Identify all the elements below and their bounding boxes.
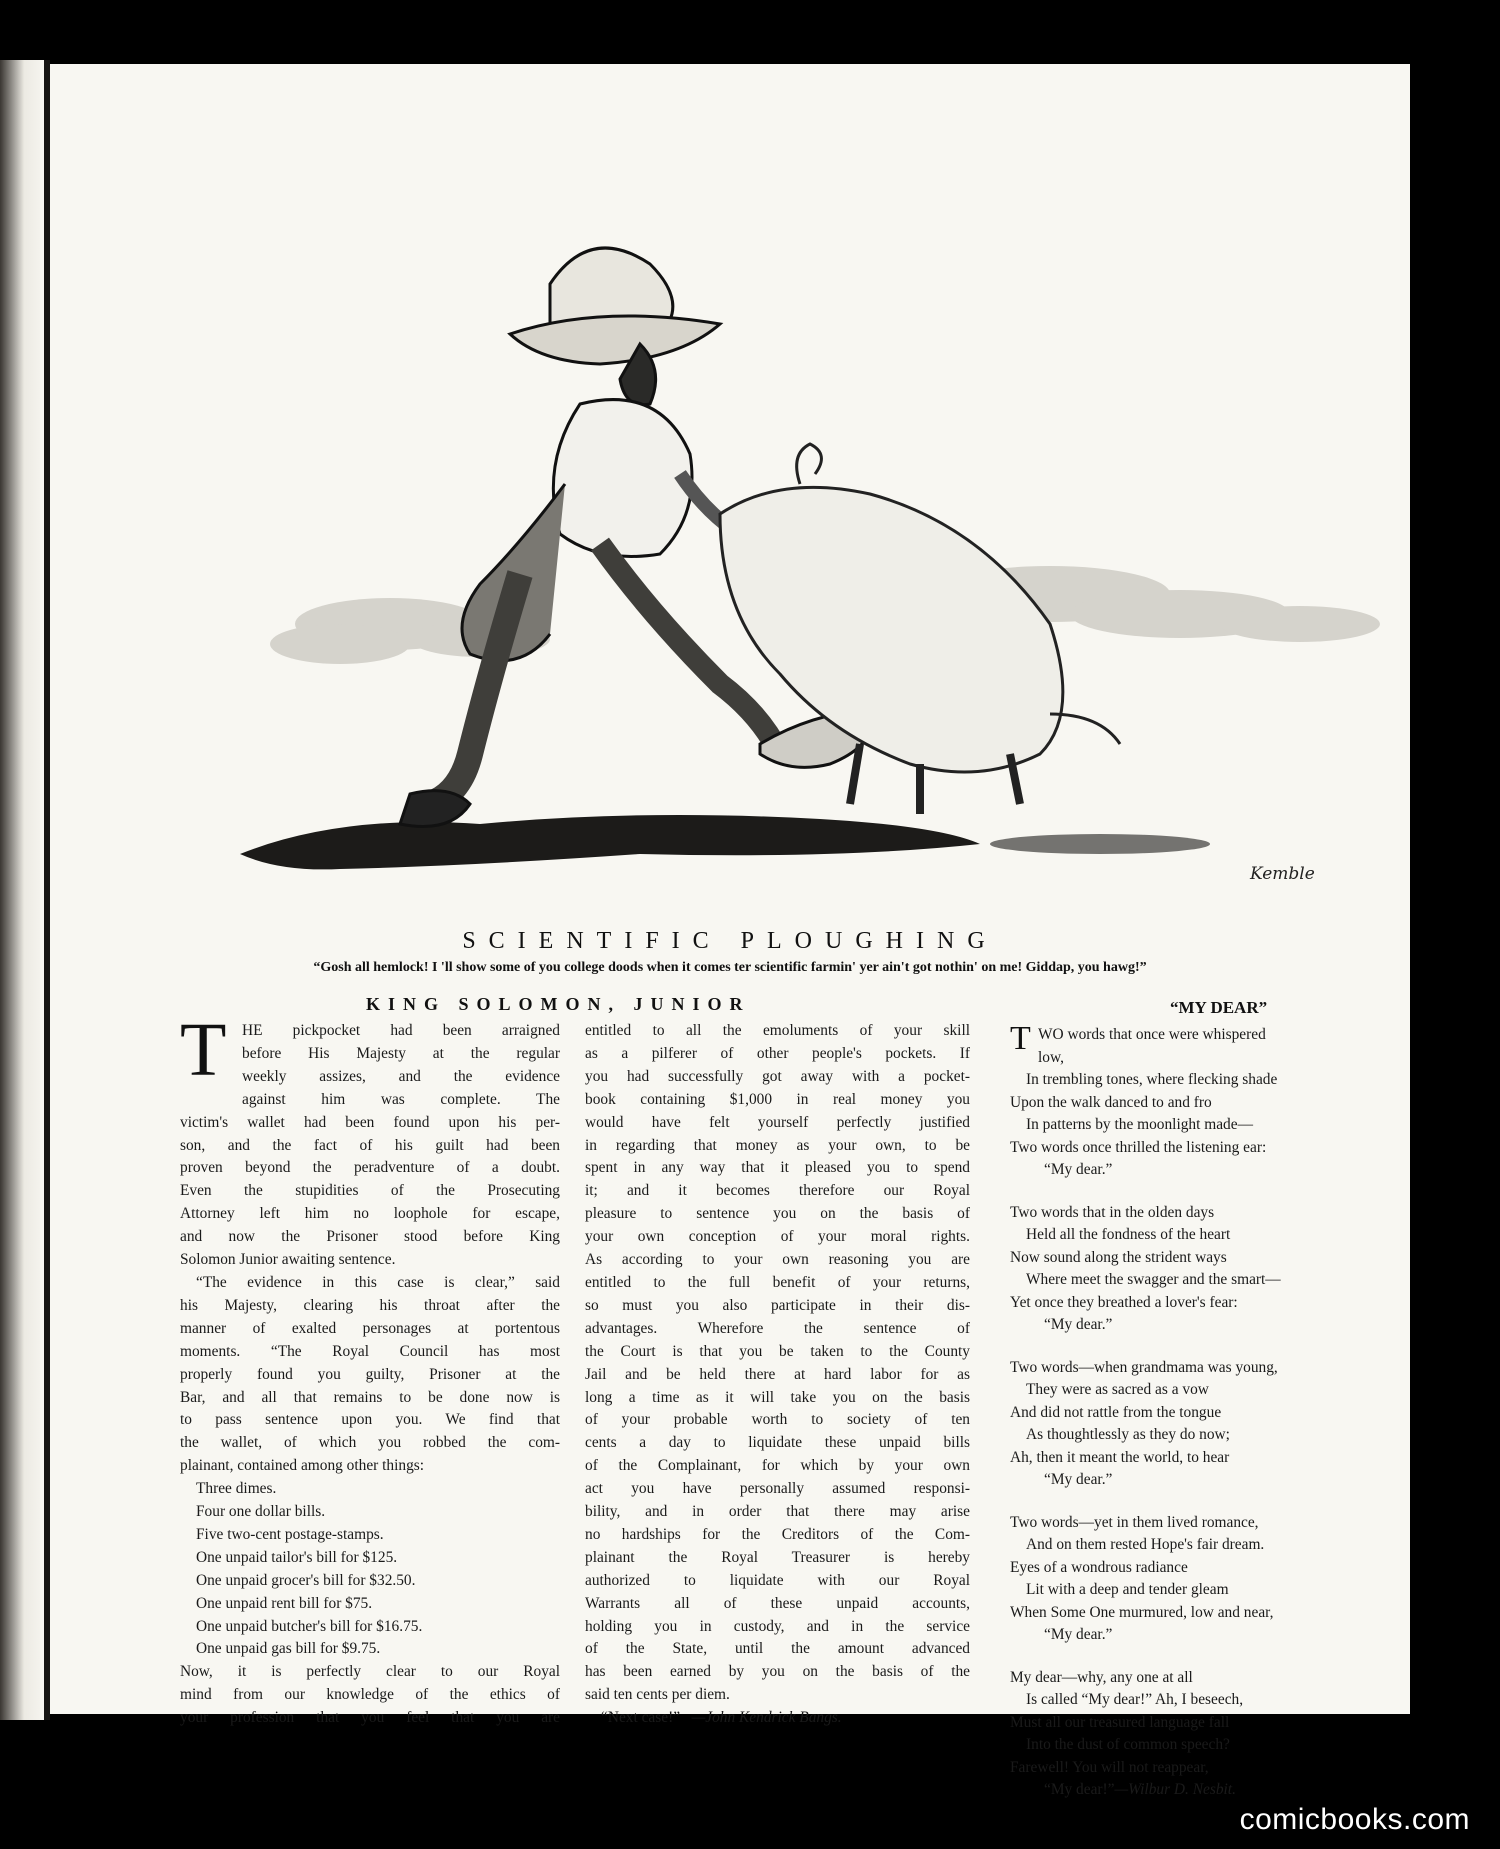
text-line: weekly assizes, and the evidence	[242, 1067, 560, 1085]
cartoon-illustration	[220, 154, 1410, 914]
text-line: the Court is that you be taken to the County	[585, 1342, 970, 1360]
text-line: authorized to liquidate with our Royal	[585, 1571, 970, 1589]
poem-line: Lit with a deep and tender gleam	[1026, 1581, 1229, 1598]
poem-title: “MY DEAR”	[1170, 998, 1268, 1017]
text-line: as a pilferer of other people's pockets. If	[585, 1044, 970, 1062]
text-line: manner of exalted personages at portentous	[180, 1319, 560, 1337]
text-line: and now the Prisoner stood before King	[180, 1228, 560, 1246]
text-line: before His Majesty at the regular	[242, 1044, 560, 1062]
text-line: so must you also participate in their dis-	[585, 1296, 970, 1314]
poem-line: “My dear.”	[1044, 1626, 1113, 1643]
text-line: moments. “The Royal Council has most	[180, 1342, 560, 1360]
article-dropcap: T	[180, 1008, 227, 1092]
cartoon-title: SCIENTIFIC PLOUGHING	[462, 928, 998, 954]
text-line: Bar, and all that remains to be done now is	[180, 1388, 560, 1406]
poem-line: And on them rested Hope's fair dream.	[1026, 1536, 1265, 1553]
poem-line: “My dear.”	[1044, 1316, 1113, 1333]
magazine-page	[50, 64, 1410, 1798]
list-item: One unpaid grocer's bill for $32.50.	[196, 1571, 416, 1589]
text-line: no hardships for the Creditors of the Com-	[585, 1525, 970, 1543]
text-line: “The evidence in this case is clear,” said	[196, 1273, 560, 1291]
list-item: Four one dollar bills.	[196, 1503, 326, 1521]
poem-line: When Some One murmured, low and near,	[1010, 1603, 1274, 1621]
poem-line: Two words that in the olden days	[1010, 1203, 1215, 1221]
text-line: HE pickpocket had been arraigned	[242, 1022, 560, 1039]
text-line: to pass sentence upon you. We find that	[180, 1411, 560, 1429]
text-line: his Majesty, clearing his throat after the	[180, 1296, 560, 1314]
text-line: Attorney left him no loophole for escape,	[180, 1205, 560, 1223]
text-line: of the Complainant, for which by your own	[585, 1457, 970, 1475]
poem-line: And did not rattle from the tongue	[1010, 1403, 1222, 1421]
text-line: your profession that you feel that you are	[180, 1709, 560, 1727]
poem-closing-line	[1010, 1779, 1370, 1802]
text-line: entitled to the full benefit of your returns,	[585, 1273, 970, 1291]
article-closing-line	[585, 1707, 970, 1730]
dropcap-block	[180, 1008, 560, 1112]
poem-line: Upon the walk danced to and fro	[1010, 1093, 1212, 1111]
ground	[240, 815, 1210, 869]
text-line: Warrants all of these unpaid accounts,	[585, 1594, 970, 1612]
poem-line: Must all our treasured language fall	[1010, 1713, 1230, 1731]
list-item: Five two-cent postage-stamps.	[196, 1525, 384, 1543]
text-line: your own conception of your moral rights.	[585, 1228, 970, 1246]
text-line: has been earned by you on the basis of the	[585, 1663, 970, 1681]
text-line: book containing $1,000 in real money you	[585, 1090, 970, 1108]
text-line: would have felt yourself perfectly justified	[585, 1113, 970, 1131]
cartoon-caption: “Gosh all hemlock! I 'll show some of you college doods when it comes ter scientific farmin' yer ain't got nothin' on me! Giddap, you hawg!”	[313, 960, 1147, 975]
poem-line: Two words—when grandmama was young,	[1010, 1358, 1278, 1376]
text-line: it; and it becomes therefore our Royal	[585, 1182, 970, 1200]
poem-dropcap: T	[1010, 1020, 1031, 1057]
text-line: of the State, until the amount advanced	[585, 1640, 970, 1658]
poem-line: In patterns by the moonlight made—	[1026, 1116, 1253, 1133]
text-line: plainant, contained among other things:	[180, 1457, 425, 1475]
poem-line: low,	[1038, 1048, 1064, 1066]
text-line: victim's wallet had been found upon his per-	[180, 1113, 560, 1131]
list-item: One unpaid rent bill for $75.	[196, 1594, 373, 1612]
text-line: proven beyond the peradventure of a doubt.	[180, 1159, 560, 1177]
poem-line: Farewell! You will not reappear,	[1010, 1758, 1209, 1776]
text-line: pleasure to sentence you on the basis of	[585, 1205, 970, 1223]
poem-line: They were as sacred as a vow	[1026, 1381, 1209, 1398]
text-line: of your probable worth to society of ten	[585, 1411, 970, 1429]
text-line: son, and the fact of his guilt had been	[180, 1136, 560, 1154]
poem-line: My dear—why, any one at all	[1010, 1668, 1193, 1686]
article-column-1	[180, 1008, 560, 1730]
text-line: advantages. Wherefore the sentence of	[585, 1319, 970, 1337]
poem-line: In trembling tones, where flecking shade	[1026, 1071, 1278, 1088]
text-line: Solomon Junior awaiting sentence.	[180, 1251, 396, 1269]
poem-line: “My dear.”	[1044, 1161, 1113, 1178]
text-line: bility, and in order that there may arise	[585, 1503, 970, 1521]
poem-line: Now sound along the strident ways	[1010, 1248, 1227, 1266]
text-line: Jail and be held there at hard labor for as	[585, 1365, 970, 1383]
poem-line: WO words that once were whispered	[1038, 1026, 1266, 1043]
text-line: plainant the Royal Treasurer is hereby	[585, 1548, 970, 1566]
closing-quote: “Next case!”	[601, 1709, 681, 1727]
text-line: Now, it is perfectly clear to our Royal	[180, 1663, 560, 1681]
text-line: you had successfully got away with a pocket-	[585, 1067, 970, 1085]
poem-line: Held all the fondness of the heart	[1026, 1226, 1231, 1243]
poem-line: Two words once thrilled the listening ear:	[1010, 1138, 1267, 1156]
text-line: holding you in custody, and in the service	[585, 1617, 970, 1635]
site-watermark: comicbooks.com	[1239, 1803, 1470, 1836]
text-line: said ten cents per diem.	[585, 1686, 730, 1704]
text-line: long a time as it will take you on the basis	[585, 1388, 970, 1406]
left-page-edge	[0, 60, 44, 1720]
poem-line: “My dear.”	[1044, 1471, 1113, 1488]
text-line: cents a day to liquidate these unpaid bills	[585, 1434, 970, 1452]
poem-dropcap-block	[1010, 1020, 1370, 1069]
list-item: Three dimes.	[196, 1480, 277, 1498]
poem-line: Is called “My dear!” Ah, I beseech,	[1026, 1691, 1244, 1708]
article-column-2	[585, 1020, 970, 1730]
poem-line: Two words—yet in them lived romance,	[1010, 1513, 1259, 1531]
artist-signature: Kemble	[1250, 864, 1315, 884]
poem-last-line: “My dear!”	[1044, 1781, 1115, 1798]
text-line: As according to your own reasoning you are	[585, 1251, 970, 1269]
text-line: the wallet, of which you robbed the com-	[180, 1434, 560, 1452]
poem-line: Yet once they breathed a lover's fear:	[1010, 1293, 1238, 1311]
text-line: Even the stupidities of the Prosecuting	[180, 1182, 560, 1200]
article-title: KING SOLOMON, JUNIOR	[366, 994, 751, 1014]
text-line: in regarding that money as your own, to be	[585, 1136, 970, 1154]
text-line: properly found you guilty, Prisoner at the	[180, 1365, 560, 1383]
list-item: One unpaid butcher's bill for $16.75.	[196, 1617, 423, 1635]
poem-line: Ah, then it meant the world, to hear	[1010, 1448, 1230, 1466]
poem-line: Into the dust of common speech?	[1026, 1736, 1230, 1753]
article-author: —John Kendrick Bangs.	[691, 1709, 842, 1727]
poem-line: Where meet the swagger and the smart—	[1026, 1271, 1281, 1288]
list-item: One unpaid tailor's bill for $125.	[196, 1548, 398, 1566]
poem-column	[1010, 1020, 1370, 1802]
list-item: One unpaid gas bill for $9.75.	[196, 1640, 381, 1658]
poem-author: —Wilbur D. Nesbit.	[1114, 1781, 1236, 1798]
poem-line: Eyes of a wondrous radiance	[1010, 1558, 1188, 1576]
text-line: spent in any way that it pleased you to spend	[585, 1159, 970, 1177]
text-line: act you have personally assumed responsi-	[585, 1480, 970, 1498]
text-line: mind from our knowledge of the ethics of	[180, 1686, 560, 1704]
text-line: against him was complete. The	[242, 1090, 560, 1108]
poem-line: As thoughtlessly as they do now;	[1026, 1426, 1230, 1443]
text-line: entitled to all the emoluments of your skill	[585, 1022, 970, 1039]
